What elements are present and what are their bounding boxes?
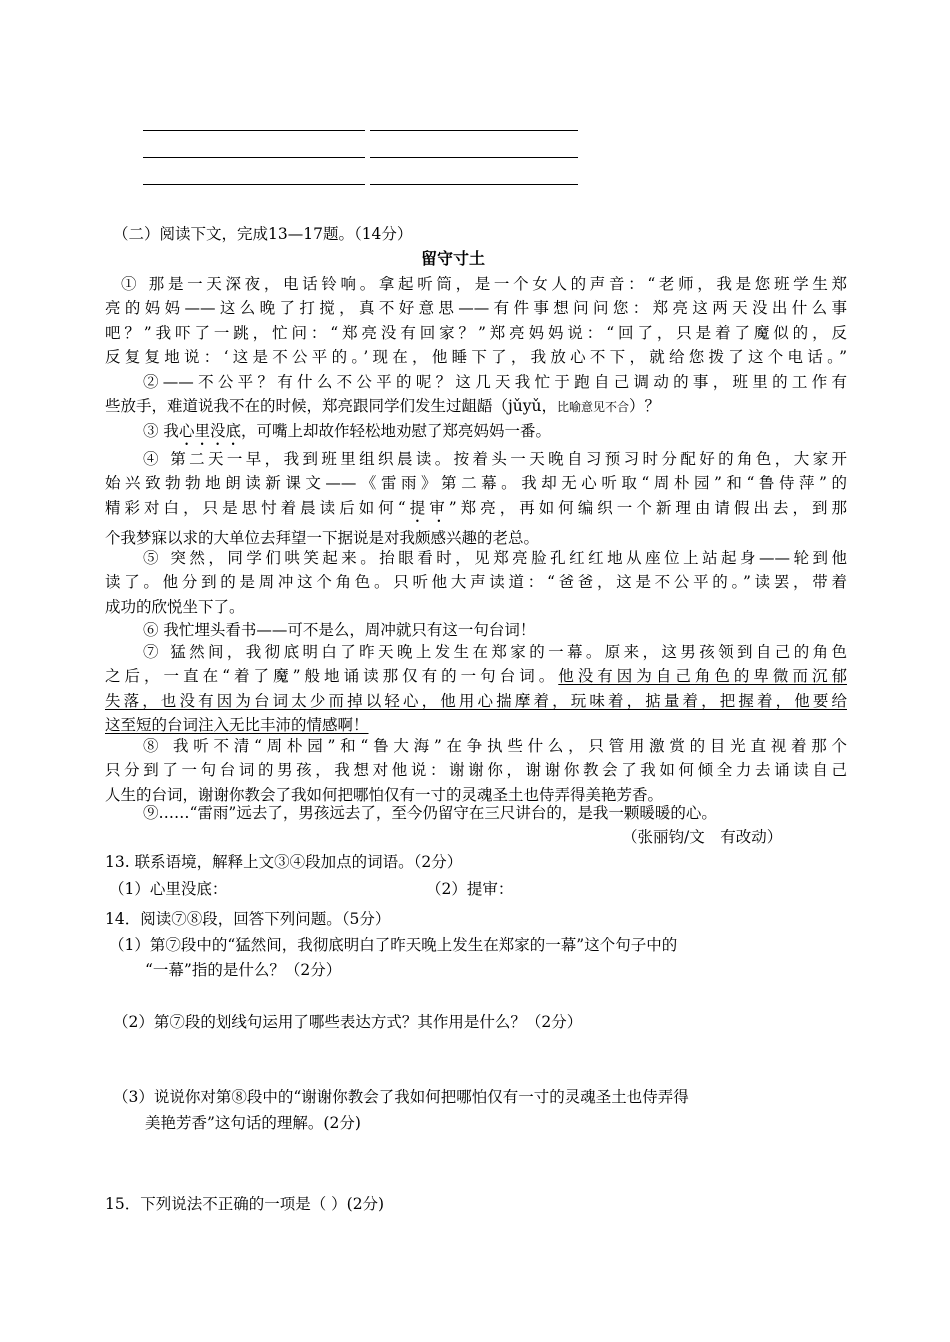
question-14-3-cont: 美艳芳香”这句话的理解。(2分): [145, 1114, 361, 1132]
paragraph-4: ④ 第二天一早，我到班里组织晨读。按着头一天晚自习预习时分配好的角色，大家开 始兴致勃勃地朗读新课文——《雷雨》第二幕。我却无心听取“周朴园”和“鲁侍萍”的 精彩对白，只是思忖着晨读后如何“提审”郑亮，再如何编织一个新理由请假出去，到那 个我梦寐以求的大单位去拜望一下据说是对我颇感兴趣的老总。: [105, 450, 847, 547]
paragraph-9: ⑨……“雷雨”远去了，男孩远去了，至今仍留守在三尺讲台的，是我一颗暖暖的心。: [143, 804, 717, 822]
attribution: （张丽钧/文 有改动）: [622, 828, 783, 846]
underlined-sentence: 他没有因为自己角色的卑微而沉郁: [558, 667, 847, 686]
paragraph-3: ③ 我心里没底，可嘴上却故作轻松地劝慰了郑亮妈妈一番。: [143, 422, 551, 440]
paragraph-7: ⑦ 猛然间，我彻底明白了昨天晚上发生在郑家的一幕。原来，这男孩领到自己的角色 之后，一直在“着了魔”般地诵读那仅有的一句台词。他没有因为自己角色的卑微而沉郁 失落，也没有因为台词太少而掉以轻心，他用心揣摩着，玩味着，掂量着，把握着，他要给 这至短的台词注入无比丰沛的情感啊！: [105, 643, 847, 735]
paragraph-5: ⑤ 突然，同学们哄笑起来。抬眼看时，见郑亮脸孔红红地从座位上站起身——轮到他 读了。他分到的是周冲这个角色。只听他大声读道：“爸爸，这是不公平的。”读罢，带着 成功的欣悦坐下了。: [105, 549, 847, 616]
dotted-word-tishen: 提审: [405, 498, 449, 517]
question-14-1: （1）第⑦段中的“猛然间，我彻底明白了昨天晚上发生在郑家的一幕”这个句子中的: [109, 936, 678, 954]
section-header: （二）阅读下文，完成13—17题。（14分）: [113, 225, 413, 243]
question-13-2: （2）提审：: [426, 880, 514, 898]
dotted-word-xinlimeidi: 心里没底: [178, 422, 241, 440]
question-14: 14．阅读⑦⑧段，回答下列问题。（5分）: [105, 910, 391, 928]
question-13: 13. 联系语境，解释上文③④段加点的词语。（2分）: [105, 853, 463, 871]
article-title: 留守寸土: [421, 249, 486, 268]
paragraph-1: ① 那是一天深夜，电话铃响。拿起听筒，是一个女人的声音：“老师，我是您班学生郑 亮的妈妈——这么晚了打搅，真不好意思——有件事想问问您：郑亮这两天没出什么事 吧？”我吓了一跳，忙问：“郑亮没有回家？”郑亮妈妈说：“回了，只是着了魔似的，反 反复复地说：‘这是不公平的。’现在，他睡下了，我放心不下，就给您拨了这个电话。”: [105, 275, 847, 367]
question-14-1-cont: “一幕”指的是什么？（2分）: [145, 961, 342, 979]
question-14-2: （2）第⑦段的划线句运用了哪些表达方式？其作用是什么？（2分）: [113, 1013, 583, 1031]
question-13-1: （1）心里没底：: [109, 880, 228, 898]
paragraph-2: ②——不公平？有什么不公平的呢？这几天我忙于跑自己调动的事，班里的工作有 些放手，难道说我不在的时候，郑亮跟同学们发生过龃龉（jǔyǔ，比喻意见不合）？: [105, 373, 847, 416]
paragraph-8: ⑧ 我听不清“周朴园”和“鲁大海”在争执些什么，只管用激赏的目光直视着那个 只分到了一句台词的男孩，我想对他说：谢谢你，谢谢你教会了我如何倾全力去诵读自己 人生的台词，谢谢你教会了我如何把哪怕仅有一寸的灵魂圣土也侍弄得美艳芳香。: [105, 737, 847, 804]
question-15: 15．下列说法不正确的一项是（ ）(2分): [105, 1195, 385, 1213]
paragraph-6: ⑥ 我忙埋头看书——可不是么，周冲就只有这一句台词！: [143, 621, 536, 639]
question-14-3: （3）说说你对第⑧段中的“谢谢你教会了我如何把哪怕仅有一寸的灵魂圣土也侍弄得: [113, 1088, 689, 1106]
